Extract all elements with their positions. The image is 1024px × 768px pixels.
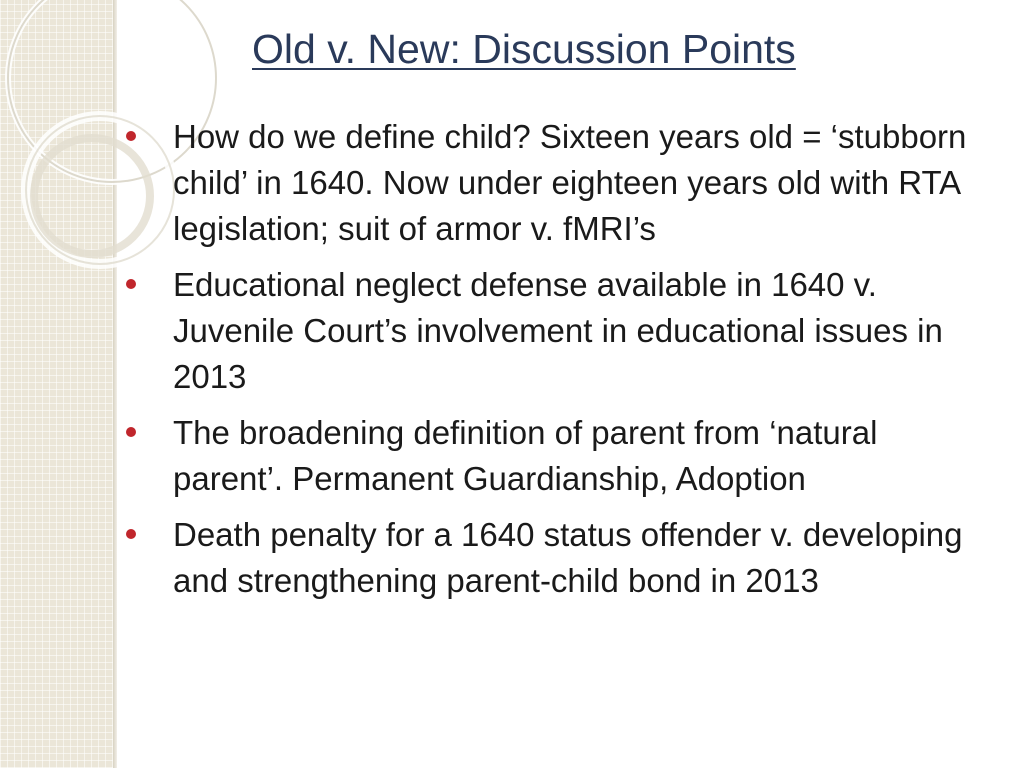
bullet-text: Educational neglect defense available in 1640 v. Juvenile Court’s involvement in educational issues in 2013 bbox=[173, 266, 943, 395]
slide-title: Old v. New: Discussion Points bbox=[252, 26, 796, 72]
bullet-item bbox=[0, 410, 1024, 502]
bullet-list bbox=[0, 114, 1024, 614]
bullet-dot-icon bbox=[126, 427, 136, 437]
bullet-text: How do we define child? Sixteen years old = ‘stubborn child’ in 1640. Now under eighteen years old with RTA legislation; suit of armor v. fMRI’s bbox=[173, 118, 967, 247]
bullet-dot-icon bbox=[126, 279, 136, 289]
bullet-item bbox=[0, 262, 1024, 400]
bullet-text: The broadening definition of parent from ‘natural parent’. Permanent Guardianship, Adoption bbox=[173, 414, 878, 497]
bullet-dot-icon bbox=[126, 529, 136, 539]
bullet-item bbox=[0, 114, 1024, 252]
bullet-dot-icon bbox=[126, 131, 136, 141]
bullet-text: Death penalty for a 1640 status offender v. developing and strengthening parent-child bond in 2013 bbox=[173, 516, 963, 599]
bullet-item bbox=[0, 512, 1024, 604]
